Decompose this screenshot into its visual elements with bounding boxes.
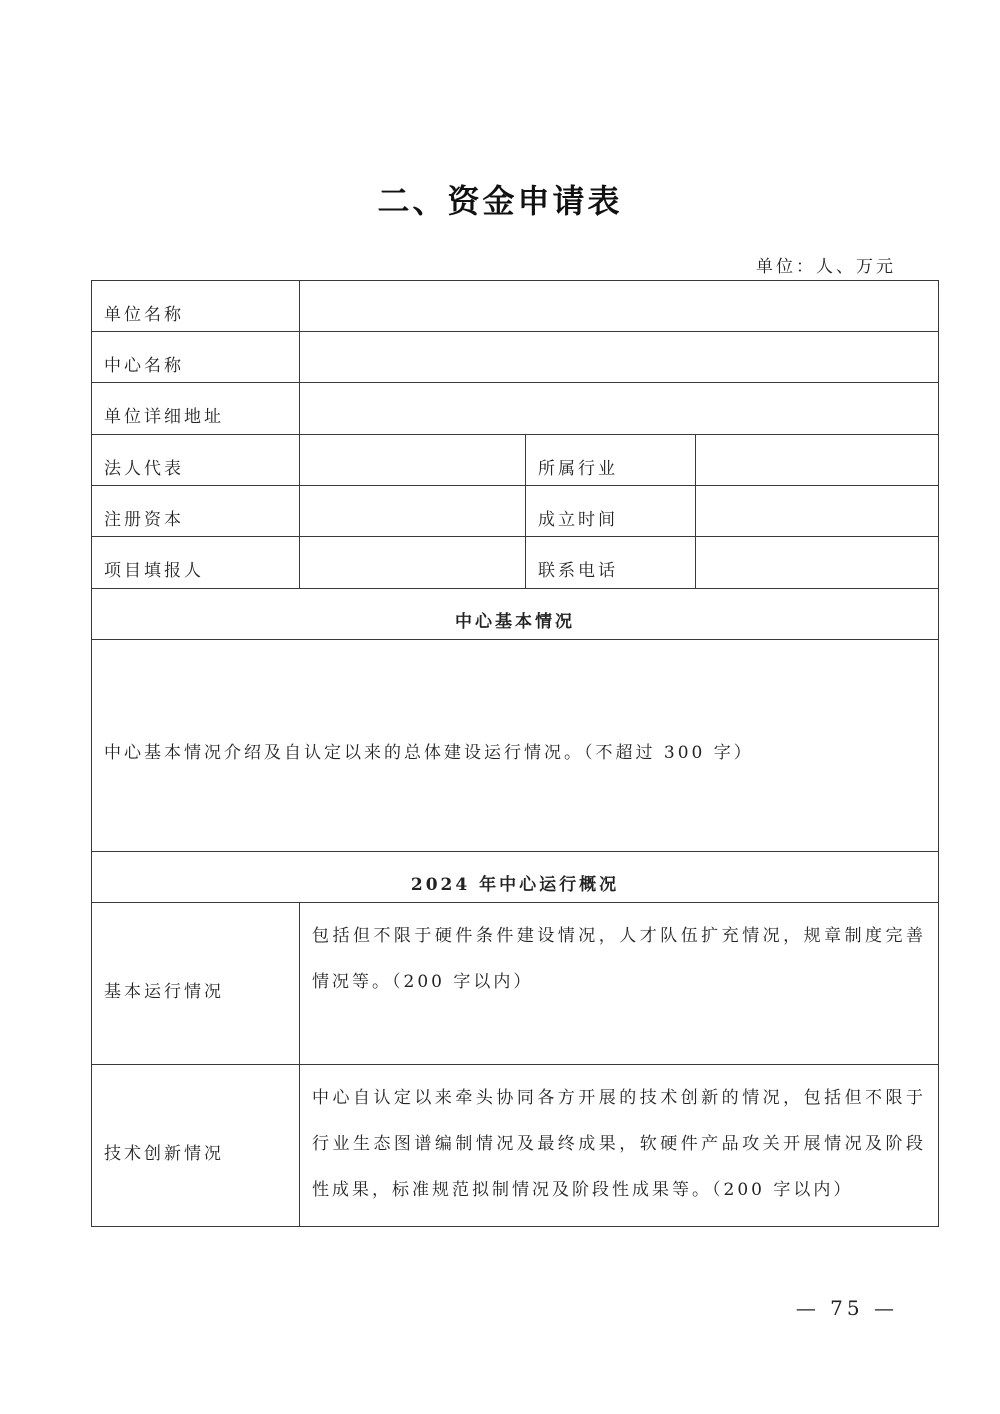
page-number: — 75 — — [795, 1296, 898, 1320]
tech-innovation-field[interactable]: 中心自认定以来牵头协同各方开展的技术创新的情况，包括但不限于行业生态图谱编制情况及最终成果，软硬件产品攻关开展情况及阶段性成果，标准规范拟制情况及阶段性成果等。（200 字以内） — [300, 1065, 939, 1227]
legal-rep-field[interactable] — [300, 435, 526, 486]
label-unit-name: 单位名称 — [92, 281, 300, 332]
section-basic-heading: 中心基本情况 — [92, 589, 939, 640]
unit-name-field[interactable] — [300, 281, 939, 332]
label-established: 成立时间 — [526, 486, 696, 537]
label-industry: 所属行业 — [526, 435, 696, 486]
label-tech-innovation: 技术创新情况 — [92, 1065, 300, 1227]
label-legal-rep: 法人代表 — [92, 435, 300, 486]
label-phone: 联系电话 — [526, 537, 696, 589]
address-field[interactable] — [300, 383, 939, 435]
established-field[interactable] — [696, 486, 939, 537]
industry-field[interactable] — [696, 435, 939, 486]
center-name-field[interactable] — [300, 332, 939, 383]
label-filler: 项目填报人 — [92, 537, 300, 589]
unit-note: 单位：人、万元 — [756, 257, 896, 277]
reg-capital-field[interactable] — [300, 486, 526, 537]
funding-application-form — [91, 280, 939, 1227]
label-basic-operation: 基本运行情况 — [92, 903, 300, 1065]
phone-field[interactable] — [696, 537, 939, 589]
filler-field[interactable] — [300, 537, 526, 589]
label-reg-capital: 注册资本 — [92, 486, 300, 537]
label-address: 单位详细地址 — [92, 383, 300, 435]
section-2024-heading: 2024 年中心运行概况 — [92, 852, 939, 903]
label-center-name: 中心名称 — [92, 332, 300, 383]
basic-info-field[interactable]: 中心基本情况介绍及自认定以来的总体建设运行情况。（不超过 300 字） — [92, 640, 939, 852]
basic-operation-field[interactable]: 包括但不限于硬件条件建设情况，人才队伍扩充情况，规章制度完善情况等。（200 字以内） — [300, 903, 939, 1065]
page-title: 二、资金申请表 — [377, 182, 623, 220]
